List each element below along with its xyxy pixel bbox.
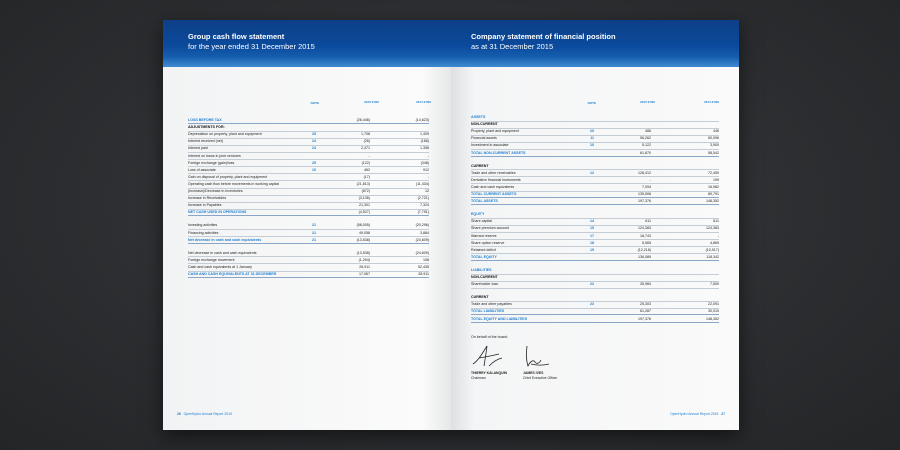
position-row-label: EQUITY	[471, 212, 485, 217]
left-page-title	[188, 32, 315, 52]
cash-flow-row	[188, 237, 429, 244]
cash-flow-row-value-2014: (11,434)	[415, 181, 429, 186]
signatory-chairman	[471, 371, 507, 381]
cash-flow-row-label: Loss of associate	[188, 167, 216, 172]
cash-flow-row	[188, 271, 429, 278]
cash-flow-row-value-2015: (3,136)	[358, 196, 370, 201]
cash-flow-row-value-2014: 912	[423, 167, 429, 172]
position-row-label: CURRENT	[471, 163, 489, 168]
position-row-label: NON-CURRENT	[471, 275, 498, 279]
position-row-label: TOTAL CURRENT ASSETS	[471, 192, 517, 196]
cash-flow-row-label: Interest paid	[188, 146, 208, 151]
cash-flow-row-value-2014: -	[427, 174, 429, 179]
cash-flow-row-label: CASH AND CASH EQUIVALENTS AT 31 DECEMBER	[188, 272, 277, 276]
position-row-value-2015: 35,984	[640, 282, 651, 287]
position-row-value-2014: -	[717, 233, 719, 238]
position-row-note: 20	[590, 129, 594, 134]
cash-flow-row-value-2015: (13,538)	[356, 250, 370, 255]
cash-flow-row-value-2015: (4,527)	[358, 210, 370, 215]
cash-flow-row-value-2015: (13,538)	[356, 237, 370, 242]
on-behalf-text: On behalf of the board:	[471, 335, 508, 339]
position-row-note: 23	[590, 302, 594, 307]
cash-flow-row-value-2014: (24,609)	[415, 250, 429, 255]
cash-flow-row-value-2015: (26)	[363, 139, 370, 144]
left-footer-text: OpenHydro Annual Report 2015	[183, 412, 232, 416]
right-footer-text: OpenHydro Annual Report 2015	[670, 412, 719, 416]
cash-flow-row-label: Increase in Payables	[188, 203, 222, 208]
cash-flow-row-value-2014: 3,884	[420, 230, 429, 235]
position-row-label: CURRENT	[471, 295, 489, 300]
position-row-value-2014: 58,542	[708, 150, 719, 155]
cash-flow-row-value-2015: 21,301	[359, 203, 370, 208]
position-row-note: 19	[590, 247, 594, 252]
cash-flow-row-note: 25	[312, 132, 316, 137]
position-row-value-2014: 16,982	[708, 184, 719, 189]
position-row-value-2015: 7,094	[642, 184, 651, 189]
cash-flow-row-value-2014: 28,911	[418, 272, 429, 276]
position-row-label: Shareholder loan	[471, 282, 499, 287]
right-header-banner	[451, 20, 739, 67]
open-report-book	[163, 20, 739, 430]
position-row-label: TOTAL LIABILITIES	[471, 309, 505, 314]
cash-flow-row-note: 21	[312, 223, 316, 228]
cash-flow-row-value-2014: (2,721)	[417, 196, 429, 201]
cash-flow-row-value-2015: (1,294)	[358, 257, 370, 262]
position-row-value-2014: 199	[713, 177, 719, 182]
cash-flow-row-value-2015: (17)	[363, 174, 370, 179]
cash-flow-row-value-2014: (24,609)	[415, 237, 429, 242]
ceo-signature	[521, 342, 561, 370]
position-row-value-2014: 148,352	[706, 199, 719, 204]
position-row-label: NON-CURRENT	[471, 122, 498, 127]
right-page-title	[471, 32, 616, 52]
cash-flow-row-value-2015: 462	[364, 167, 370, 172]
right-title-line2: as at 31 December 2015	[471, 42, 554, 51]
position-row-note: 17	[590, 233, 594, 238]
position-row-label: TOTAL EQUITY	[471, 254, 497, 259]
position-row-label: Retained deficit	[471, 247, 496, 252]
cash-flow-row-value-2015: -	[368, 153, 370, 158]
position-row-note: 18	[590, 240, 594, 245]
position-row-label: TOTAL EQUITY AND LIABILITIES	[471, 316, 528, 321]
position-row-label: Investment in associate	[471, 143, 509, 148]
position-row-value-2015: 486	[645, 129, 651, 134]
cash-flow-row-value-2015: 2,471	[361, 146, 370, 151]
position-row-note: 22	[590, 282, 594, 287]
position-row-value-2015: 56,262	[640, 136, 651, 141]
cash-flow-row-note: 25	[312, 160, 316, 165]
position-row	[471, 316, 719, 323]
position-row	[471, 150, 719, 157]
position-row-divider	[471, 288, 719, 289]
position-row-value-2015: 197,376	[638, 199, 651, 204]
cash-flow-row-label: Net decrease in cash and cash equivalents	[188, 237, 262, 242]
cash-flow-row-label: LOSS BEFORE TAX	[188, 118, 222, 122]
cash-flow-row-note: 21	[312, 230, 316, 235]
position-row-value-2014: 22,091	[708, 302, 719, 307]
position-row-label: Trade and other receivables	[471, 170, 516, 175]
right-title-line1: Company statement of financial position	[471, 32, 616, 41]
left-page-number: 26	[177, 412, 181, 416]
position-row-label: Trade and other payables	[471, 302, 512, 307]
position-row-label: Derivative financial instruments	[471, 177, 521, 182]
cash-flow-row-value-2015: 28,911	[359, 264, 370, 269]
cash-flow-row-value-2014: 52,435	[418, 264, 429, 269]
position-row-label: Financial assets	[471, 136, 497, 141]
cash-flow-row-label: Operating cash flow before movements in working capital	[188, 181, 280, 186]
position-row-value-2014: 118,342	[706, 254, 719, 259]
left-footer	[177, 412, 232, 416]
left-col-note: NOTE	[310, 101, 319, 105]
left-title-line2: for the year ended 31 December 2015	[188, 42, 315, 51]
ceo-name: JAMES IVES	[523, 371, 544, 375]
cash-flow-row-value-2014: 1,409	[420, 132, 429, 137]
cash-flow-row-label: ADJUSTMENTS FOR:	[188, 125, 225, 130]
chairman-signature	[469, 342, 519, 370]
left-page	[163, 20, 451, 430]
cash-flow-row-label: Increase in Receivables	[188, 196, 227, 201]
left-col-2014: 2014 €'000	[416, 100, 431, 104]
cash-flow-row-note: 24	[312, 146, 316, 151]
position-row-label: ASSETS	[471, 115, 486, 119]
position-row-note: 14	[590, 219, 594, 224]
right-page	[451, 20, 739, 430]
position-row-value-2015: 611	[645, 219, 651, 224]
cash-flow-row-label: Foreign exchange (gain)/loss	[188, 160, 235, 165]
position-row-value-2014: 3,900	[710, 143, 719, 148]
position-row-value-2014: 446	[713, 129, 719, 134]
left-header-banner	[163, 20, 451, 67]
position-row-value-2014: 30,010	[708, 309, 719, 314]
position-row-value-2014: 611	[713, 219, 719, 224]
cash-flow-row-value-2015: (872)	[361, 189, 370, 193]
position-row-label: Share premium account	[471, 226, 510, 231]
cash-flow-row-note: 10	[312, 167, 316, 172]
position-row-value-2015: -	[649, 177, 651, 182]
cash-flow-row-value-2014: 1,356	[420, 146, 429, 151]
cash-flow-row-value-2014: -	[427, 153, 429, 158]
cash-flow-row-label: Gain on disposal of property, plant and equipment	[188, 174, 268, 179]
cash-flow-row-note: 24	[312, 139, 316, 144]
position-row-value-2014: 50,096	[708, 136, 719, 141]
cash-flow-row-value-2014: (14,623)	[415, 118, 429, 122]
cash-flow-row-value-2014: 108	[423, 257, 429, 262]
cash-flow-row-label: (Increase)/Decrease in inventories	[188, 189, 243, 193]
position-row-note: 11	[590, 136, 594, 141]
right-footer	[670, 412, 725, 416]
position-row	[471, 191, 719, 198]
cash-flow-row-label: Interest received (net)	[188, 139, 223, 144]
position-row-value-2014: 124,383	[706, 226, 719, 231]
position-row	[471, 308, 719, 315]
position-row-label: Share option reserve	[471, 240, 505, 245]
position-row-label: Share capital	[471, 219, 492, 224]
cash-flow-row-value-2015: (122)	[361, 160, 370, 165]
cash-flow-row-label: NET CASH USED IN OPERATIONS	[188, 210, 247, 215]
position-row-value-2015: 5,565	[642, 240, 651, 245]
position-row-value-2014: 89,791	[708, 192, 719, 196]
cash-flow-row	[188, 117, 429, 124]
cash-flow-row-value-2014: (20,296)	[415, 223, 429, 228]
ceo-role: Chief Executive Officer	[523, 376, 558, 380]
left-title-line1: Group cash flow statement	[188, 32, 285, 41]
left-col-2015: 2015 €'000	[364, 100, 379, 104]
right-page-number: 27	[721, 412, 725, 416]
right-col-2015: 2015 €'000	[640, 100, 655, 104]
cash-flow-row-label: Interest on loans in joint ventures	[188, 153, 241, 158]
cash-flow-row-value-2014: (166)	[420, 139, 429, 144]
position-row-value-2014: 72,459	[708, 170, 719, 175]
position-row-value-2015: 5,122	[642, 143, 651, 148]
position-row-label: Cash and cash equivalents	[471, 184, 515, 189]
cash-flow-row-value-2014: 7,324	[420, 203, 429, 208]
cash-flow-row-label: Foreign exchange movement	[188, 257, 235, 262]
right-col-note: NOTE	[587, 101, 596, 105]
position-row	[471, 254, 719, 261]
cash-flow-row-value-2014: 12	[425, 189, 429, 193]
position-row-value-2014: (10,917)	[705, 247, 719, 252]
position-row-label: Property, plant and equipment	[471, 129, 519, 134]
position-row-value-2015: 136,089	[638, 254, 651, 259]
cash-flow-row-label: Net decrease in cash and cash equivalents	[188, 250, 257, 255]
position-row-label: Warrant reserve	[471, 233, 497, 238]
cash-flow-row-value-2015: (26,446)	[356, 118, 370, 122]
chairman-name: THIERRY KALANQUIN	[471, 371, 507, 375]
position-row-value-2014: 148,352	[706, 316, 719, 321]
position-row-value-2015: 128,412	[638, 170, 651, 175]
position-row-value-2015: (12,218)	[637, 247, 651, 252]
chairman-role: Chairman	[471, 376, 486, 380]
cash-flow-row-label: Cash and cash equivalents at 1 January	[188, 264, 252, 269]
position-row-value-2015: 61,870	[640, 150, 651, 155]
cash-flow-row-value-2015: (21,813)	[356, 181, 370, 186]
position-row-value-2015: 135,506	[638, 192, 651, 196]
cash-flow-row-label: Financing activities	[188, 230, 219, 235]
cash-flow-row	[188, 209, 429, 216]
cash-flow-row-value-2015: (58,005)	[356, 223, 370, 228]
cash-flow-row-label: Depreciation on property, plant and equipment	[188, 132, 262, 137]
position-row	[471, 198, 719, 205]
cash-flow-row-value-2015: 1,708	[361, 132, 370, 137]
position-row-label: TOTAL NON-CURRENT ASSETS	[471, 150, 526, 155]
cash-flow-row-value-2015: 49,058	[359, 230, 370, 235]
position-row-note: 12	[590, 170, 594, 175]
position-row-value-2015: 61,287	[640, 309, 651, 314]
position-row-value-2015: 25,303	[640, 302, 651, 307]
position-row-label: LIABILITIES	[471, 267, 492, 272]
position-row-value-2015: 124,383	[638, 226, 651, 231]
position-row-value-2015: 18,743	[640, 233, 651, 238]
cash-flow-row-label: Investing activities	[188, 223, 218, 228]
position-row-note: 15	[590, 226, 594, 231]
position-row-note: 10	[590, 143, 594, 148]
signatory-ceo	[523, 371, 557, 381]
position-row-value-2015: 197,376	[638, 316, 651, 321]
cash-flow-row-note: 21	[312, 237, 316, 242]
cash-flow-row-value-2014: (7,791)	[417, 210, 429, 215]
position-row-value-2014: 4,865	[710, 240, 719, 245]
cash-flow-row-value-2014: (348)	[420, 160, 429, 165]
right-col-2014: 2014 €'000	[704, 100, 719, 104]
position-row-label: TOTAL ASSETS	[471, 199, 498, 204]
position-row-value-2014: 7,500	[710, 282, 719, 287]
cash-flow-row-value-2015: 17,067	[359, 272, 370, 276]
